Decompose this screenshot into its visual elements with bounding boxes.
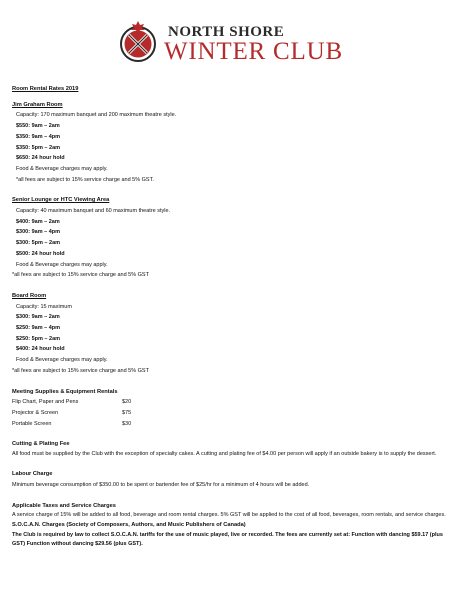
jim-graham-rate: $550: 9am – 2am: [16, 123, 60, 130]
supplies-heading: Meeting Supplies & Equipment Rentals: [12, 388, 118, 395]
senior-lounge-rate: $500: 24 hour hold: [16, 250, 65, 257]
labour-text: Minimum beverage consumption of $350.00 to be spent or bartender fee of $25/hr for a minimum of 4 hours will be added.: [12, 481, 310, 488]
jim-graham-rate: $350: 5pm – 2am: [16, 144, 61, 151]
logo-line-2: WINTER CLUB: [164, 38, 343, 65]
board-room-fb-note: Food & Beverage charges may apply.: [16, 357, 108, 364]
supply-item: [12, 397, 456, 408]
rental-rates-document: [12, 84, 456, 549]
supply-item-name: Flip Chart, Paper and Pens: [12, 399, 79, 406]
supply-item: [12, 419, 456, 430]
senior-lounge-fb-note: Food & Beverage charges may apply.: [16, 261, 108, 268]
senior-lounge-heading: Senior Lounge or HTC Viewing Area: [12, 197, 110, 204]
board-room-heading: Board Room: [12, 292, 47, 299]
supply-item-price: $75: [122, 409, 132, 416]
senior-lounge-capacity: Capacity: 40 maximum banquet and 60 maximum theatre style.: [16, 208, 171, 215]
cutting-text: All food must be supplied by the Club with the exception of specialty cakes. A cutting and plating fee of $4.00 per person will apply if an outside bakery is to supply the dessert.: [12, 451, 437, 458]
jim-graham-heading: Jim Graham Room: [12, 101, 63, 108]
supply-item-price: $20: [122, 399, 132, 406]
board-room-rate: $300: 9am – 2am: [16, 314, 60, 321]
cutting-heading: Cutting & Plating Fee: [12, 441, 70, 448]
senior-lounge-rate: $300: 5pm – 2am: [16, 240, 61, 247]
club-emblem-icon: [116, 20, 160, 64]
jim-graham-rate: $650: 24 hour hold: [16, 155, 65, 162]
jim-graham-capacity: Capacity: 170 maximum banquet and 200 maximum theatre style.: [16, 112, 177, 119]
board-room-rate: $400: 24 hour hold: [16, 346, 65, 353]
logo-line-1: NORTH SHORE: [168, 24, 285, 40]
supply-item-name: Portable Screen: [12, 420, 52, 427]
supply-item-price: $30: [122, 420, 132, 427]
supply-item-name: Projector & Screen: [12, 409, 59, 416]
socan-heading: S.O.C.A.N. Charges (Society of Composers, Authors, and Music Publishers of Canada): [12, 522, 246, 529]
document-title: Room Rental Rates 2019: [12, 86, 79, 92]
taxes-heading: Applicable Taxes and Service Charges: [12, 502, 116, 509]
board-room-fee-note: *all fees are subject to 15% service charge and 5% GST: [12, 367, 149, 374]
board-room-rate: $250: 9am – 4pm: [16, 325, 61, 332]
senior-lounge-rate: $400: 9am – 2am: [16, 218, 60, 225]
board-room-rate: $250: 5pm – 2am: [16, 335, 61, 342]
jim-graham-rate: $350: 9am – 4pm: [16, 133, 61, 140]
senior-lounge-rate: $300: 9am – 4pm: [16, 229, 61, 236]
senior-lounge-fee-note: *all fees are subject to 15% service charge and 5% GST: [12, 272, 149, 279]
supply-item: [12, 408, 456, 419]
club-logo: [116, 20, 356, 68]
jim-graham-fb-note: Food & Beverage charges may apply.: [16, 165, 108, 172]
taxes-text: A service charge of 15% will be added to all food, beverage and room rental charges. 5% GST will be applied to the cost of all food, beverages, room rentals, and service charges.: [12, 512, 446, 519]
board-room-capacity: Capacity: 15 maximum: [16, 303, 72, 310]
labour-heading: Labour Charge: [12, 471, 53, 478]
jim-graham-fee-note: *all fees are subject to 15% service charge and 5% GST.: [16, 176, 154, 183]
socan-text: The Club is required by law to collect S.O.C.A.N. tariffs for the use of music played, live or recorded. The fees are currently set at: Function with dancing $59.17 (plus GST) Function without dancing $29.56 (plus GST).: [12, 531, 443, 547]
